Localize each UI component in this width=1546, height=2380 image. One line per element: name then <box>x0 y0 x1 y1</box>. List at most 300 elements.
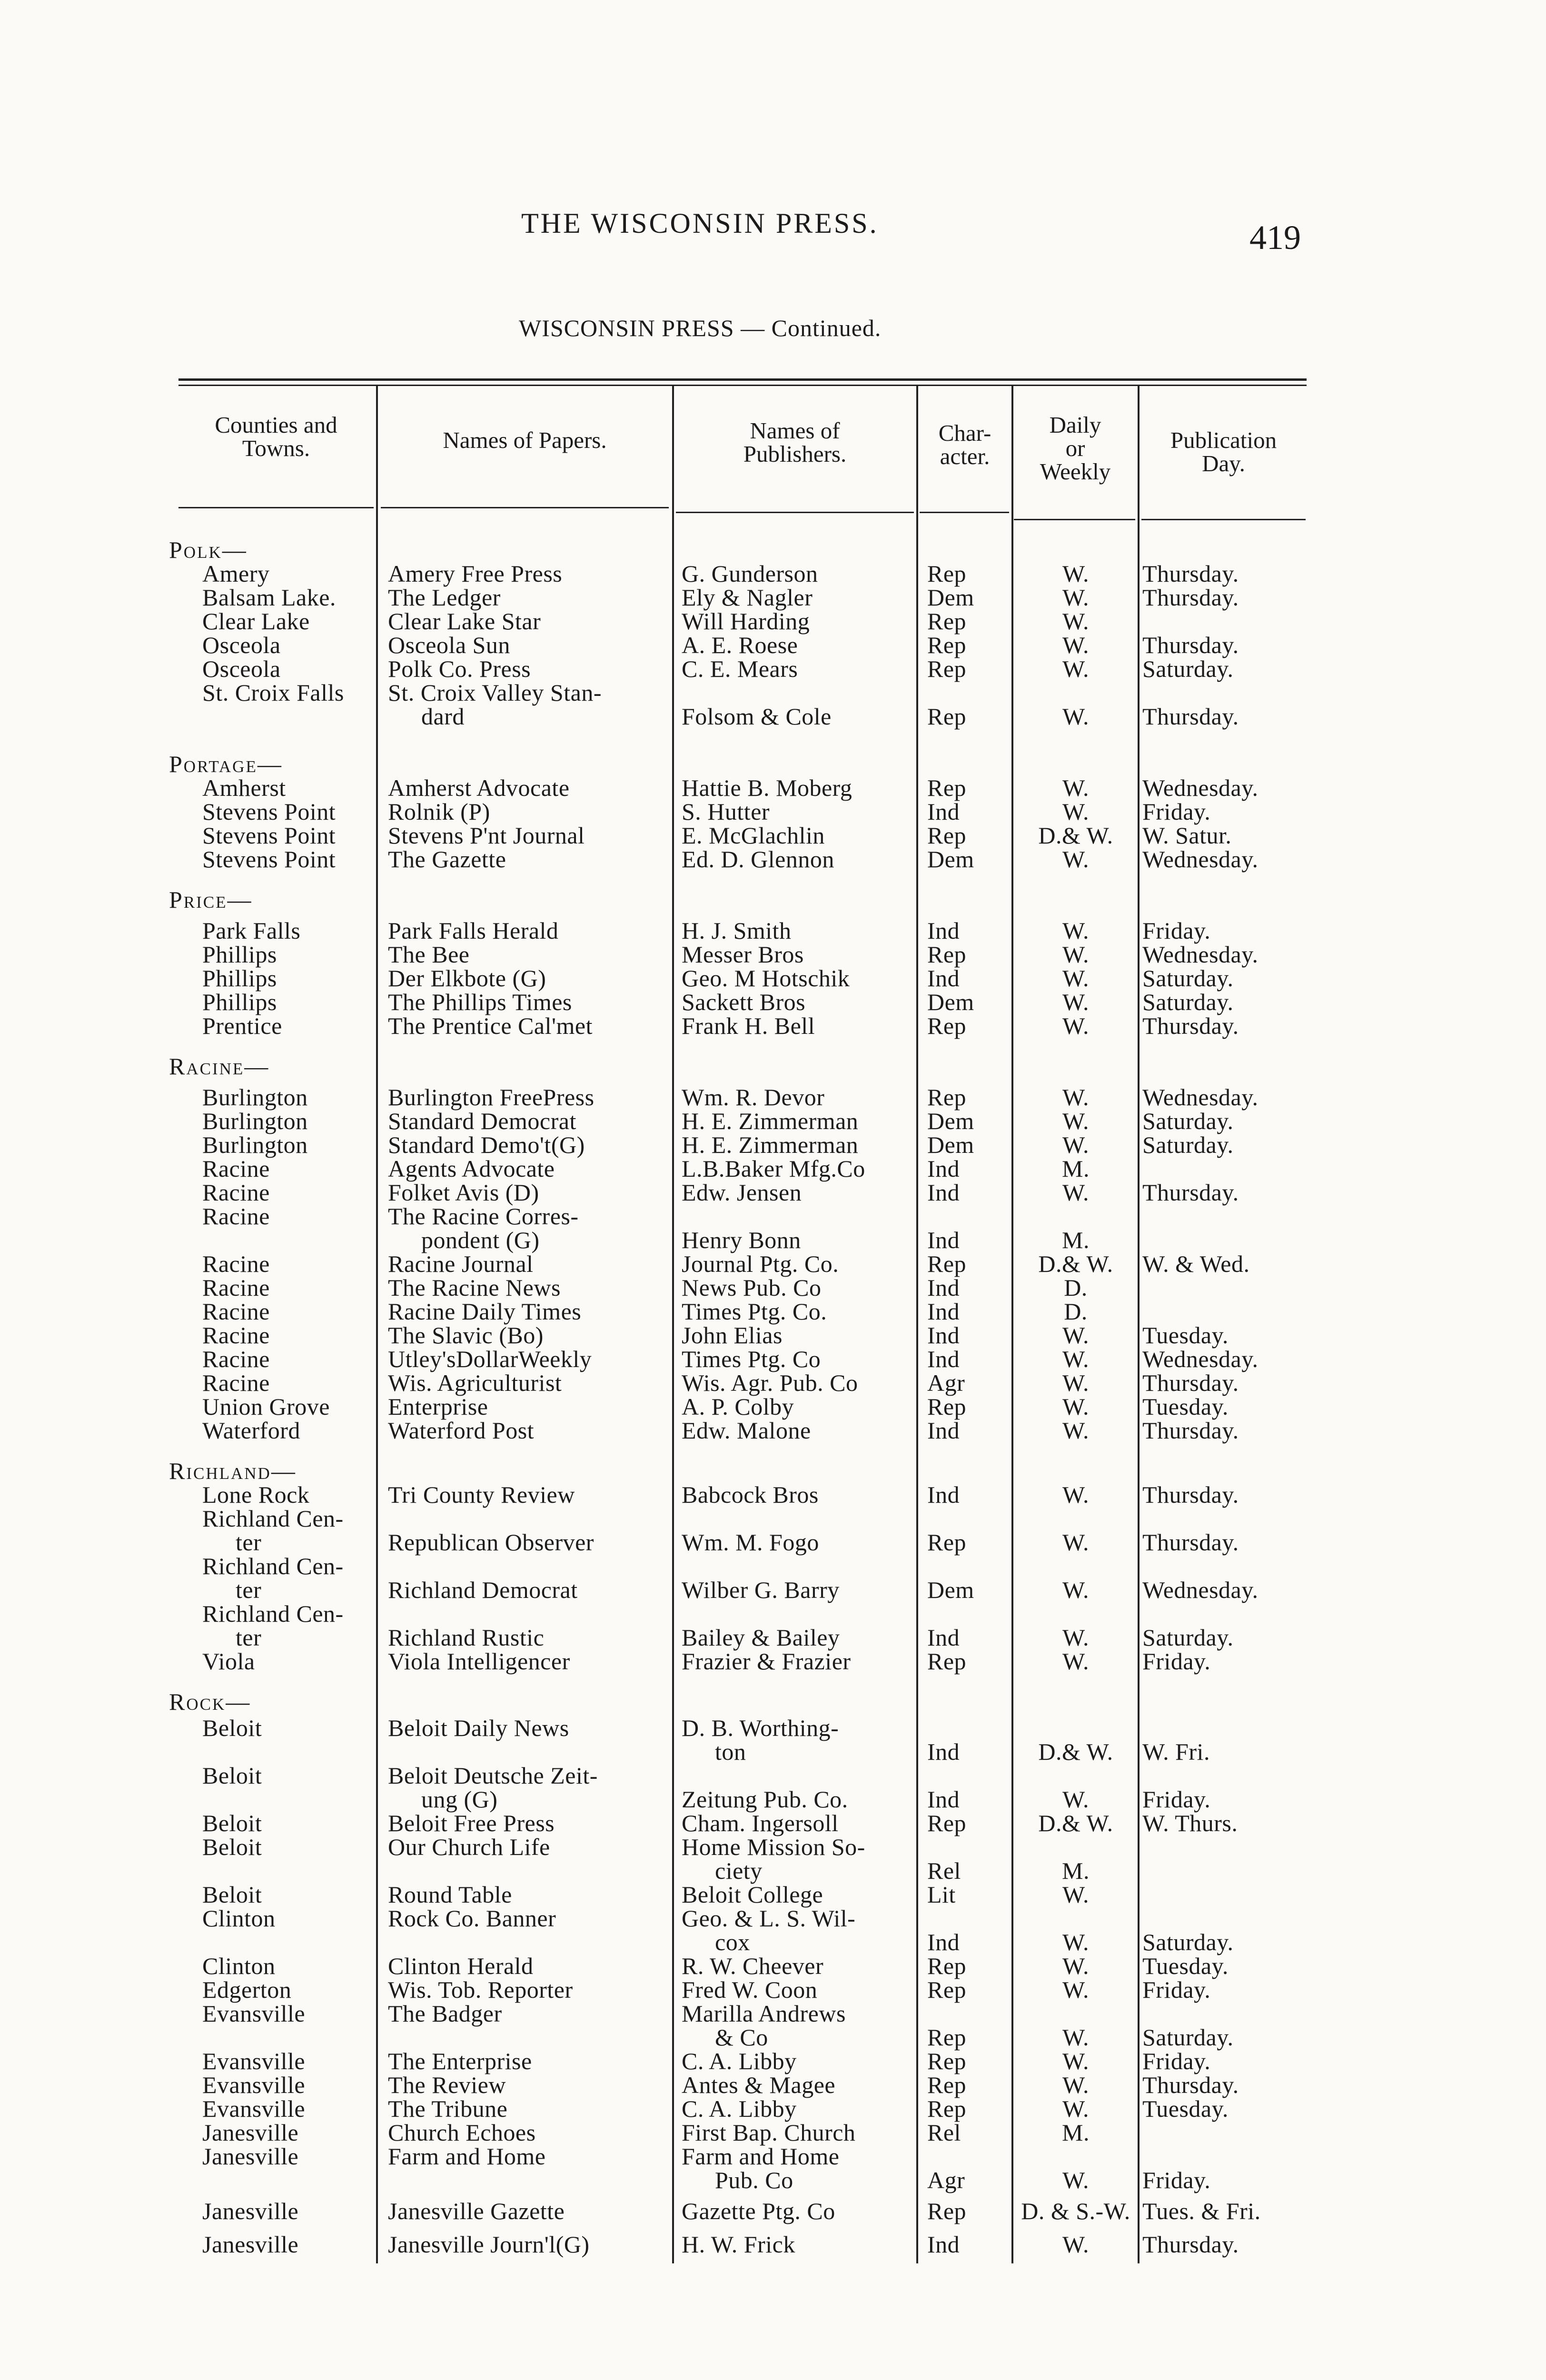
county-town: Racine <box>202 1250 270 1277</box>
character: Rel <box>927 2119 961 2146</box>
publication-day: W. Thurs. <box>1142 1810 1238 1836</box>
paper-name: Janesville Gazette <box>388 2198 565 2224</box>
county-town: Phillips <box>202 941 277 968</box>
publisher-name: Folsom & Cole <box>682 703 832 730</box>
county-town: Evansville <box>202 2048 306 2074</box>
publication-day: Thursday. <box>1142 1481 1239 1508</box>
daily-weekly: W. <box>1062 1481 1090 1508</box>
publisher-name: Bailey & Bailey <box>682 1624 840 1651</box>
publisher-name: & Co <box>715 2024 768 2051</box>
character: Rep <box>927 608 967 635</box>
paper-name: ung (G) <box>421 1786 498 1813</box>
paper-name: Der Elkbote (G) <box>388 965 546 992</box>
character: Rep <box>927 703 967 730</box>
county-town: St. Croix Falls <box>202 679 344 706</box>
publisher-name: E. McGlachlin <box>682 822 825 849</box>
daily-weekly: W. <box>1062 2072 1090 2098</box>
county-town: Racine <box>202 1274 270 1301</box>
publisher-name: Antes & Magee <box>682 2072 836 2098</box>
paper-name: Janesville Journ'l(G) <box>388 2231 590 2258</box>
character: Rep <box>927 822 967 849</box>
publisher-name: Fred W. Coon <box>682 1976 818 2003</box>
paper-name: Church Echoes <box>388 2119 536 2146</box>
character: Rep <box>927 2095 967 2122</box>
paper-name: pondent (G) <box>421 1227 540 1253</box>
county-town: Janesville <box>202 2143 299 2170</box>
character: Rep <box>927 2072 967 2098</box>
character: Rep <box>927 941 967 968</box>
publication-day: Saturday. <box>1142 965 1234 992</box>
daily-weekly: D. <box>1064 1274 1088 1301</box>
publisher-name: Farm and Home <box>682 2143 840 2170</box>
character: Ind <box>927 1417 960 1444</box>
county-town: Racine <box>202 1322 270 1349</box>
daily-weekly: W. <box>1062 965 1090 992</box>
publication-day: Saturday. <box>1142 1624 1234 1651</box>
publisher-name: Edw. Jensen <box>682 1179 802 1206</box>
character: Rep <box>927 1953 967 1979</box>
county-town: Burlington <box>202 1108 308 1134</box>
publication-day: Thursday. <box>1142 1529 1239 1556</box>
paper-name: Stevens P'nt Journal <box>388 822 585 849</box>
county-town: ter <box>236 1529 262 1556</box>
publisher-name: Pub. Co <box>715 2167 793 2193</box>
publication-day: Tuesday. <box>1142 2095 1229 2122</box>
paper-name: Osceola Sun <box>388 632 510 658</box>
character: Rep <box>927 1393 967 1420</box>
publisher-name: C. A. Libby <box>682 2048 797 2074</box>
character: Rep <box>927 632 967 658</box>
county-town: Evansville <box>202 2000 306 2027</box>
paper-name: Polk Co. Press <box>388 655 531 682</box>
paper-name: Viola Intelligencer <box>388 1648 570 1675</box>
publisher-name: Sackett Bros <box>682 989 806 1015</box>
paper-name: Waterford Post <box>388 1417 535 1444</box>
daily-weekly: D.& W. <box>1038 1810 1113 1836</box>
character: Rep <box>927 560 967 587</box>
publication-day: Tuesday. <box>1142 1393 1229 1420</box>
county-town: Janesville <box>202 2198 299 2224</box>
character: Rep <box>927 1012 967 1039</box>
county-town: Richland Cen- <box>202 1553 344 1579</box>
character: Dem <box>927 989 974 1015</box>
character: Ind <box>927 798 960 825</box>
county-town: Beloit <box>202 1715 262 1741</box>
daily-weekly: W. <box>1062 1529 1090 1556</box>
page-number: 419 <box>1249 218 1301 257</box>
daily-weekly: W. <box>1062 774 1090 801</box>
county-town: Richland Cen- <box>202 1505 344 1532</box>
county-town: Racine <box>202 1298 270 1325</box>
publication-day: Thursday. <box>1142 1179 1239 1206</box>
county-town: Balsam Lake. <box>202 584 336 611</box>
character: Rep <box>927 2198 967 2224</box>
paper-name: Wis. Tob. Reporter <box>388 1976 573 2003</box>
header-text: or <box>1065 435 1085 461</box>
daily-weekly: D. <box>1064 1298 1088 1325</box>
paper-name: The Racine Corres- <box>388 1203 579 1230</box>
publisher-name: H. W. Frick <box>682 2231 795 2258</box>
daily-weekly: W. <box>1062 989 1090 1015</box>
publisher-name: cox <box>715 1929 750 1955</box>
publication-day: Tues. & Fri. <box>1142 2198 1261 2224</box>
publication-day: Thursday. <box>1142 560 1239 587</box>
header-text: Daily <box>1049 412 1101 438</box>
county-town: Burlington <box>202 1084 308 1111</box>
character: Rep <box>927 1250 967 1277</box>
character: Rep <box>927 1529 967 1556</box>
publication-day: Thursday. <box>1142 2072 1239 2098</box>
county-town: Prentice <box>202 1012 282 1039</box>
character: Ind <box>927 1624 960 1651</box>
daily-weekly: W. <box>1062 1417 1090 1444</box>
paper-name: Clinton Herald <box>388 1953 534 1979</box>
county-town: ter <box>236 1577 262 1603</box>
county-town: Racine <box>202 1346 270 1372</box>
publication-day: W. & Wed. <box>1142 1250 1250 1277</box>
publication-day: W. Satur. <box>1142 822 1232 849</box>
character: Rep <box>927 1648 967 1675</box>
paper-name: Round Table <box>388 1881 512 1908</box>
publication-day: Friday. <box>1142 798 1211 825</box>
daily-weekly: D.& W. <box>1038 1738 1113 1765</box>
daily-weekly: W. <box>1062 1577 1090 1603</box>
county-town: Stevens Point <box>202 822 336 849</box>
daily-weekly: W. <box>1062 1084 1090 1111</box>
county-heading: Rock— <box>169 1688 251 1715</box>
daily-weekly: W. <box>1062 2024 1090 2051</box>
county-heading: Richland— <box>169 1458 297 1484</box>
character: Ind <box>927 1738 960 1765</box>
county-town: Evansville <box>202 2072 306 2098</box>
publisher-name: R. W. Cheever <box>682 1953 824 1979</box>
character: Agr <box>927 2167 965 2193</box>
character: Ind <box>927 1274 960 1301</box>
publisher-name: H. E. Zimmerman <box>682 1108 859 1134</box>
publisher-name: Wm. M. Fogo <box>682 1529 819 1556</box>
daily-weekly: D. & S.-W. <box>1021 2198 1130 2224</box>
publisher-name: ton <box>715 1738 746 1765</box>
publication-day: Saturday. <box>1142 655 1234 682</box>
header-text: Counties and <box>215 412 337 438</box>
daily-weekly: W. <box>1062 1929 1090 1955</box>
county-town: Phillips <box>202 965 277 992</box>
publisher-name: G. Gunderson <box>682 560 818 587</box>
paper-name: Enterprise <box>388 1393 488 1420</box>
daily-weekly: W. <box>1062 941 1090 968</box>
character: Rep <box>927 1084 967 1111</box>
county-town: Osceola <box>202 632 281 658</box>
paper-name: Racine Daily Times <box>388 1298 582 1325</box>
paper-name: Agents Advocate <box>388 1155 555 1182</box>
character: Ind <box>927 1179 960 1206</box>
county-town: Union Grove <box>202 1393 330 1420</box>
table-subtitle: WISCONSIN PRESS — Continued. <box>519 315 882 341</box>
header-text: Publication <box>1170 427 1277 453</box>
daily-weekly: W. <box>1062 1648 1090 1675</box>
county-town: Stevens Point <box>202 798 336 825</box>
county-town: Clear Lake <box>202 608 310 635</box>
publication-day: Saturday. <box>1142 989 1234 1015</box>
county-town: Racine <box>202 1155 270 1182</box>
paper-name: The Ledger <box>388 584 501 611</box>
county-heading: Portage— <box>169 751 283 777</box>
character: Ind <box>927 1786 960 1813</box>
character: Ind <box>927 1481 960 1508</box>
publisher-name: Wilber G. Barry <box>682 1577 840 1603</box>
publisher-name: Gazette Ptg. Co <box>682 2198 835 2224</box>
publisher-name: A. E. Roese <box>682 632 798 658</box>
publication-day: Wednesday. <box>1142 846 1259 873</box>
daily-weekly: W. <box>1062 1976 1090 2003</box>
header-text: Weekly <box>1040 458 1111 485</box>
county-town: Amery <box>202 560 270 587</box>
paper-name: Burlington FreePress <box>388 1084 595 1111</box>
daily-weekly: M. <box>1062 2119 1090 2146</box>
character: Rel <box>927 1857 961 1884</box>
publisher-name: John Elias <box>682 1322 783 1349</box>
daily-weekly: M. <box>1062 1857 1090 1884</box>
paper-name: St. Croix Valley Stan- <box>388 679 602 706</box>
publisher-name: Home Mission So- <box>682 1834 865 1860</box>
county-town: Beloit <box>202 1810 262 1836</box>
character: Agr <box>927 1369 965 1396</box>
publication-day: Thursday. <box>1142 2231 1239 2258</box>
publisher-name: H. E. Zimmerman <box>682 1131 859 1158</box>
publisher-name: ciety <box>715 1857 763 1884</box>
publication-day: Thursday. <box>1142 584 1239 611</box>
county-town: Clinton <box>202 1905 276 1932</box>
daily-weekly: W. <box>1062 703 1090 730</box>
daily-weekly: W. <box>1062 1322 1090 1349</box>
daily-weekly: W. <box>1062 917 1090 944</box>
character: Dem <box>927 846 974 873</box>
publisher-name: Cham. Ingersoll <box>682 1810 839 1836</box>
publisher-name: First Bap. Church <box>682 2119 856 2146</box>
publisher-name: Hattie B. Moberg <box>682 774 852 801</box>
daily-weekly: D.& W. <box>1038 822 1113 849</box>
character: Dem <box>927 1577 974 1603</box>
paper-name: Beloit Daily News <box>388 1715 569 1741</box>
daily-weekly: W. <box>1062 846 1090 873</box>
character: Ind <box>927 1322 960 1349</box>
paper-name: Wis. Agriculturist <box>388 1369 562 1396</box>
paper-name: Rolnik (P) <box>388 798 490 825</box>
publisher-name: Wis. Agr. Pub. Co <box>682 1369 858 1396</box>
county-town: ter <box>236 1624 262 1651</box>
character: Ind <box>927 1298 960 1325</box>
publication-day: Wednesday. <box>1142 1577 1259 1603</box>
publication-day: Wednesday. <box>1142 941 1259 968</box>
county-town: Racine <box>202 1369 270 1396</box>
publisher-name: Edw. Malone <box>682 1417 811 1444</box>
county-town: Richland Cen- <box>202 1600 344 1627</box>
county-town: Lone Rock <box>202 1481 310 1508</box>
paper-name: Republican Observer <box>388 1529 594 1556</box>
header-text: Towns. <box>242 435 310 461</box>
county-town: Phillips <box>202 989 277 1015</box>
daily-weekly: W. <box>1062 608 1090 635</box>
publisher-name: C. E. Mears <box>682 655 798 682</box>
publication-day: Friday. <box>1142 1786 1211 1813</box>
running-head: THE WISCONSIN PRESS. <box>521 208 879 239</box>
character: Dem <box>927 1131 974 1158</box>
character: Ind <box>927 965 960 992</box>
county-town: Evansville <box>202 2095 306 2122</box>
character: Ind <box>927 917 960 944</box>
daily-weekly: W. <box>1062 1131 1090 1158</box>
publication-day: Wednesday. <box>1142 1084 1259 1111</box>
publication-day: Friday. <box>1142 1976 1211 2003</box>
county-heading: Price— <box>169 886 253 913</box>
paper-name: Our Church Life <box>388 1834 550 1860</box>
character: Ind <box>927 1929 960 1955</box>
daily-weekly: W. <box>1062 1624 1090 1651</box>
publication-day: Tuesday. <box>1142 1322 1229 1349</box>
paper-name: Farm and Home <box>388 2143 546 2170</box>
publisher-name: Marilla Andrews <box>682 2000 846 2027</box>
header-text: Publishers. <box>743 441 847 467</box>
daily-weekly: W. <box>1062 655 1090 682</box>
paper-name: Amery Free Press <box>388 560 563 587</box>
publication-day: Thursday. <box>1142 703 1239 730</box>
publisher-name: Ely & Nagler <box>682 584 813 611</box>
publication-day: Thursday. <box>1142 1417 1239 1444</box>
paper-name: Beloit Deutsche Zeit- <box>388 1762 598 1789</box>
publisher-name: Geo. & L. S. Wil- <box>682 1905 856 1932</box>
header-text: Names of Papers. <box>443 427 607 453</box>
county-town: Burlington <box>202 1131 308 1158</box>
publisher-name: Geo. M Hotschik <box>682 965 850 992</box>
paper-name: Racine Journal <box>388 1250 534 1277</box>
character: Ind <box>927 2231 960 2258</box>
character: Rep <box>927 1976 967 2003</box>
publication-day: Wednesday. <box>1142 774 1259 801</box>
publication-day: Wednesday. <box>1142 1346 1259 1372</box>
county-town: Beloit <box>202 1881 262 1908</box>
publisher-name: Zeitung Pub. Co. <box>682 1786 848 1813</box>
paper-name: Rock Co. Banner <box>388 1905 556 1932</box>
paper-name: The Badger <box>388 2000 502 2027</box>
county-town: Beloit <box>202 1762 262 1789</box>
county-town: Osceola <box>202 655 281 682</box>
paper-name: dard <box>421 703 465 730</box>
paper-name: Clear Lake Star <box>388 608 541 635</box>
county-town: Racine <box>202 1203 270 1230</box>
paper-name: Utley'sDollarWeekly <box>388 1346 592 1372</box>
publication-day: Saturday. <box>1142 2024 1234 2051</box>
paper-name: Park Falls Herald <box>388 917 559 944</box>
daily-weekly: W. <box>1062 1881 1090 1908</box>
daily-weekly: W. <box>1062 560 1090 587</box>
publisher-name: S. Hutter <box>682 798 770 825</box>
publisher-name: C. A. Libby <box>682 2095 797 2122</box>
character: Rep <box>927 1810 967 1836</box>
daily-weekly: D.& W. <box>1038 1250 1113 1277</box>
county-town: Clinton <box>202 1953 276 1979</box>
daily-weekly: W. <box>1062 2095 1090 2122</box>
publication-day: Thursday. <box>1142 632 1239 658</box>
character: Lit <box>927 1881 956 1908</box>
publication-day: Saturday. <box>1142 1131 1234 1158</box>
daily-weekly: W. <box>1062 1012 1090 1039</box>
publisher-name: D. B. Worthing- <box>682 1715 839 1741</box>
paper-name: The Slavic (Bo) <box>388 1322 544 1349</box>
paper-name: The Racine News <box>388 1274 561 1301</box>
daily-weekly: W. <box>1062 1346 1090 1372</box>
daily-weekly: M. <box>1062 1227 1090 1253</box>
paper-name: Tri County Review <box>388 1481 575 1508</box>
county-town: Waterford <box>202 1417 300 1444</box>
daily-weekly: W. <box>1062 2167 1090 2193</box>
paper-name: The Bee <box>388 941 470 968</box>
publication-day: W. Fri. <box>1142 1738 1210 1765</box>
character: Ind <box>927 1227 960 1253</box>
paper-name: The Prentice Cal'met <box>388 1012 593 1039</box>
county-town: Janesville <box>202 2119 299 2146</box>
publisher-name: News Pub. Co <box>682 1274 822 1301</box>
daily-weekly: W. <box>1062 2048 1090 2074</box>
publication-day: Friday. <box>1142 2048 1211 2074</box>
publication-day: Thursday. <box>1142 1012 1239 1039</box>
county-town: Janesville <box>202 2231 299 2258</box>
publisher-name: Times Ptg. Co <box>682 1346 821 1372</box>
character: Dem <box>927 1108 974 1134</box>
paper-name: Folket Avis (D) <box>388 1179 539 1206</box>
paper-name: Beloit Free Press <box>388 1810 555 1836</box>
paper-name: The Phillips Times <box>388 989 572 1015</box>
paper-name: The Gazette <box>388 846 506 873</box>
daily-weekly: W. <box>1062 1108 1090 1134</box>
publisher-name: Times Ptg. Co. <box>682 1298 827 1325</box>
header-text: Day. <box>1202 450 1245 476</box>
daily-weekly: W. <box>1062 1953 1090 1979</box>
header-text: Names of <box>750 417 840 444</box>
county-town: Beloit <box>202 1834 262 1860</box>
character: Rep <box>927 2024 967 2051</box>
publisher-name: Beloit College <box>682 1881 823 1908</box>
publication-day: Saturday. <box>1142 1108 1234 1134</box>
character: Dem <box>927 584 974 611</box>
header-text: Char- <box>938 420 991 446</box>
publisher-name: Will Harding <box>682 608 810 635</box>
county-town: Amherst <box>202 774 286 801</box>
daily-weekly: W. <box>1062 1786 1090 1813</box>
character: Rep <box>927 2048 967 2074</box>
publication-day: Friday. <box>1142 2167 1211 2193</box>
character: Ind <box>927 1155 960 1182</box>
publisher-name: Journal Ptg. Co. <box>682 1250 839 1277</box>
publication-day: Friday. <box>1142 1648 1211 1675</box>
publisher-name: Babcock Bros <box>682 1481 819 1508</box>
county-town: Viola <box>202 1648 255 1675</box>
daily-weekly: W. <box>1062 798 1090 825</box>
publication-day: Saturday. <box>1142 1929 1234 1955</box>
daily-weekly: W. <box>1062 584 1090 611</box>
paper-name: The Tribune <box>388 2095 508 2122</box>
paper-name: The Review <box>388 2072 506 2098</box>
daily-weekly: W. <box>1062 1369 1090 1396</box>
character: Rep <box>927 774 967 801</box>
daily-weekly: W. <box>1062 1179 1090 1206</box>
county-heading: Racine— <box>169 1053 270 1080</box>
paper-name: The Enterprise <box>388 2048 532 2074</box>
publisher-name: Frank H. Bell <box>682 1012 815 1039</box>
publication-day: Thursday. <box>1142 1369 1239 1396</box>
county-town: Edgerton <box>202 1976 292 2003</box>
paper-name: Standard Demo't(G) <box>388 1131 585 1158</box>
publisher-name: Henry Bonn <box>682 1227 801 1253</box>
